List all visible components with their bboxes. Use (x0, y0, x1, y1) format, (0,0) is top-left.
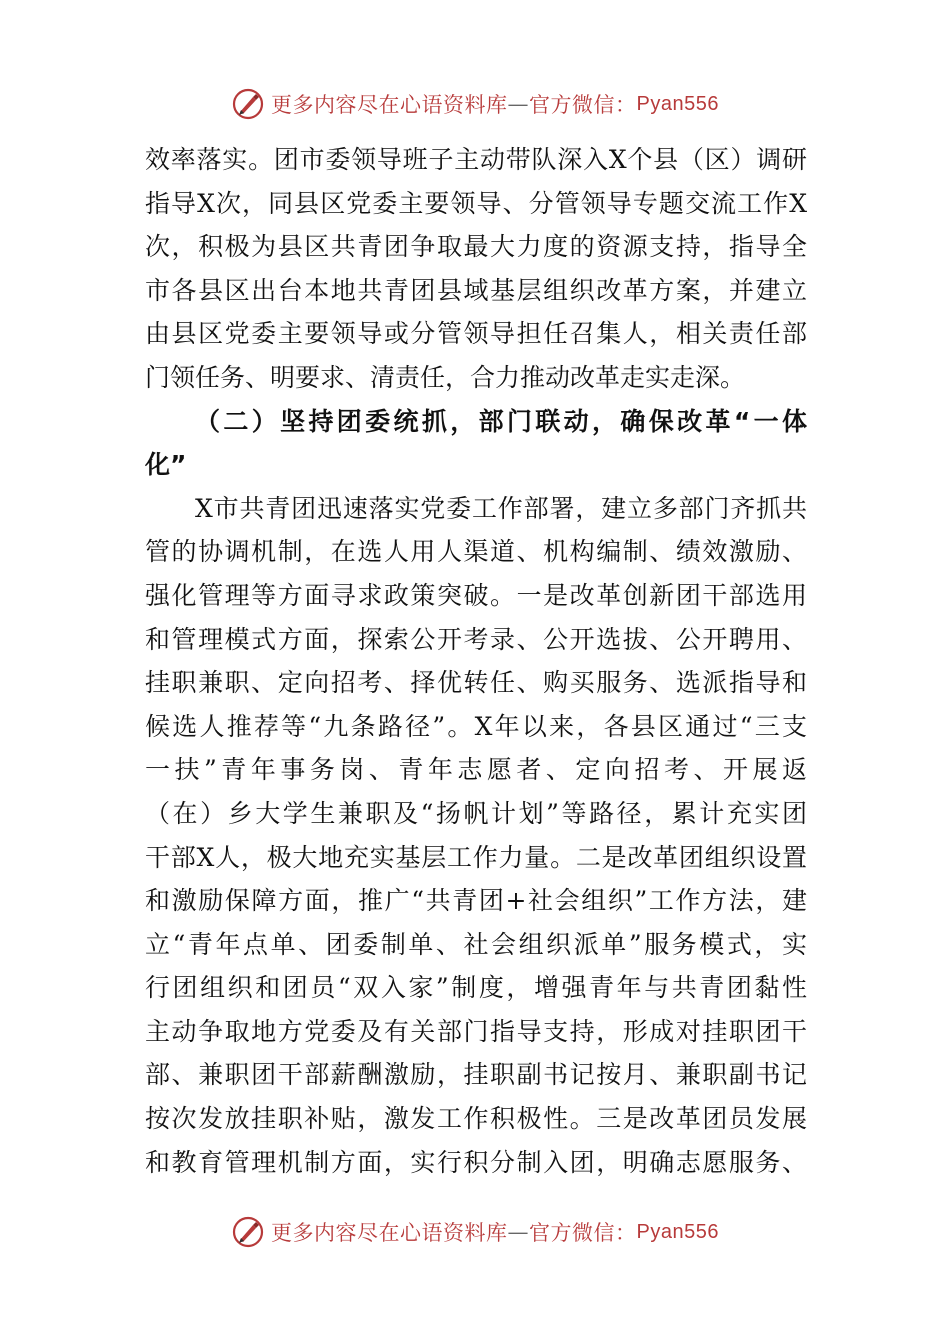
text-line: 强化管理等方面寻求政策突破。一是改革创新团干部选用 (145, 580, 807, 610)
watermark-footer (0, 1212, 950, 1252)
text-line: 一扶”青年事务岗、青年志愿者、定向招考、开展返 (145, 755, 807, 785)
text-line: 管的协调机制，在选人用人渠道、机构编制、绩效激励、 (145, 537, 807, 567)
section-heading (145, 400, 807, 487)
watermark-header (0, 84, 950, 124)
text-line: 和激励保障方面，推广“共青团+社会组织”工作方法，建 (145, 886, 807, 916)
heading-line: （二）坚持团委统抓，部门联动，确保改革“一体 (195, 406, 807, 436)
text-line: （在）乡大学生兼职及“扬帆计划”等路径，累计充实团 (145, 798, 807, 828)
watermark-main-text: 更多内容尽在心语资料库 (271, 1221, 508, 1245)
paragraph-2 (145, 487, 807, 1185)
text-line: 由县区党委主要领导或分管领导担任召集人，相关责任部 (145, 319, 807, 349)
pen-logo-icon (231, 87, 265, 121)
text-line: 候选人推荐等“九条路径”。X年以来，各县区通过“三支 (145, 711, 807, 741)
document-body (145, 138, 807, 1184)
text-line: 按次发放挂职补贴，激发工作积极性。三是改革团员发展 (145, 1104, 807, 1134)
heading-line: 化” (145, 450, 187, 480)
pen-logo-icon (231, 1215, 265, 1249)
watermark-wechat-id: Pyan556 (636, 1220, 719, 1243)
watermark-official-label: 官方微信： (529, 93, 637, 117)
paragraph-1 (145, 138, 807, 400)
text-line: 门领任务、明要求、清责任，合力推动改革走实走深。 (145, 362, 746, 392)
text-line: 次，积极为县区共青团争取最大力度的资源支持，指导全 (145, 232, 807, 262)
text-line: 部、兼职团干部薪酬激励，挂职副书记按月、兼职副书记 (145, 1060, 807, 1090)
watermark-dash: — (507, 92, 530, 116)
text-line: 指导X次，同县区党委主要领导、分管领导专题交流工作X (145, 188, 807, 218)
text-line: 挂职兼职、定向招考、择优转任、购买服务、选派指导和 (145, 668, 807, 698)
watermark-official-label: 官方微信： (529, 1221, 637, 1245)
text-line: 和管理模式方面，探索公开考录、公开选拔、公开聘用、 (145, 624, 807, 654)
text-line: 主动争取地方党委及有关部门指导支持，形成对挂职团干 (145, 1016, 807, 1046)
watermark-dash: — (507, 1220, 530, 1244)
text-line: 干部X人，极大地充实基层工作力量。二是改革团组织设置 (145, 842, 807, 872)
watermark-main-text: 更多内容尽在心语资料库 (271, 93, 508, 117)
text-line: 效率落实。团市委领导班子主动带队深入X个县（区）调研 (145, 145, 807, 174)
text-line: 市各县区出台本地共青团县域基层组织改革方案，并建立 (145, 275, 807, 305)
text-line: 行团组织和团员“双入家”制度，增强青年与共青团黏性 (145, 973, 807, 1003)
text-line: X市共青团迅速落实党委工作部署，建立多部门齐抓共 (195, 493, 807, 523)
text-line: 和教育管理机制方面，实行积分制入团，明确志愿服务、 (145, 1147, 807, 1177)
text-line: 立“青年点单、团委制单、社会组织派单”服务模式，实 (145, 929, 807, 959)
watermark-wechat-id: Pyan556 (636, 92, 719, 115)
